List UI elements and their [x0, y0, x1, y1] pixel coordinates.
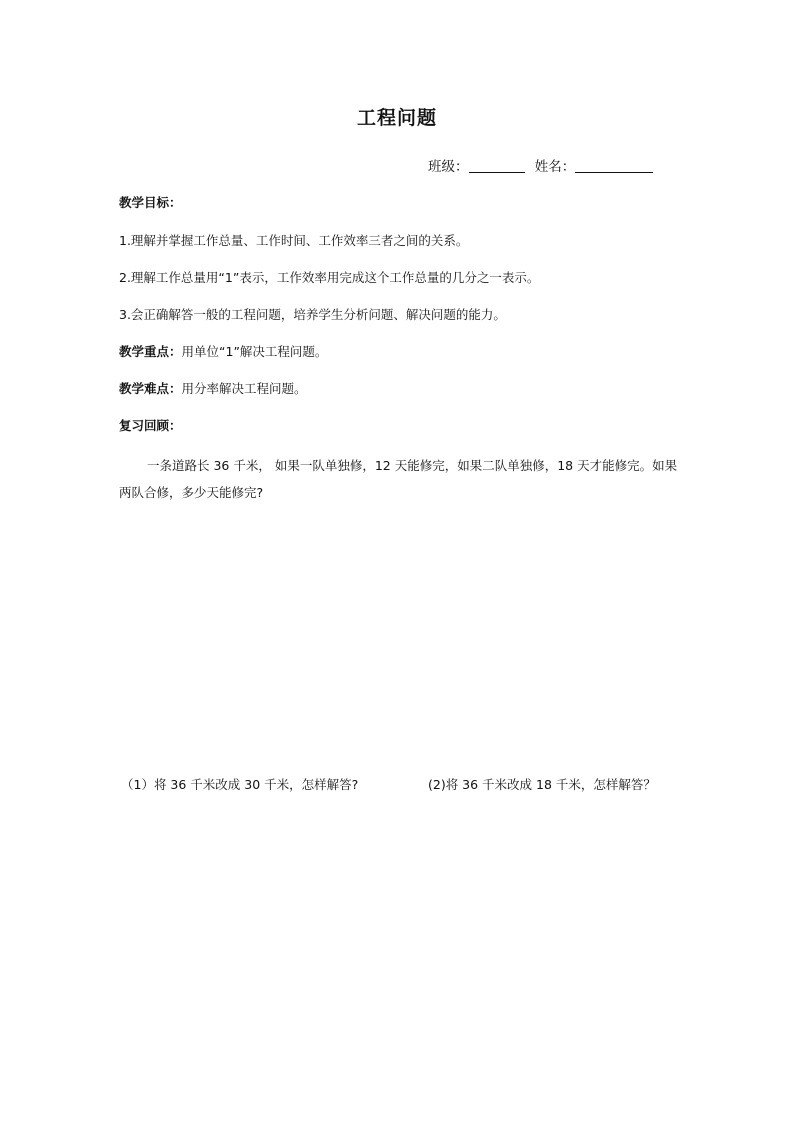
difficulty	[119, 379, 307, 397]
page-title: 工程问题	[356, 107, 437, 129]
name-blank	[575, 158, 653, 173]
key-point-text: 用单位“1”解决工程问题。	[181, 344, 328, 359]
difficulty-text: 用分率解决工程问题。	[181, 381, 307, 396]
key-point-label: 教学重点：	[119, 344, 182, 359]
review-problem: 一条道路长 36 千米， 如果一队单独修，12 天能修完，如果二队单独修，18 天才能修完。如果两队合修，多少天能修完?	[119, 458, 678, 500]
objective-item-3: 3.会正确解答一般的工程问题，培养学生分析问题、解决问题的能力。	[119, 307, 506, 322]
student-info	[428, 155, 653, 175]
question-2: (2)将 36 千米改成 18 千米，怎样解答？	[428, 777, 656, 792]
name-label: 姓名：	[534, 159, 576, 175]
review-heading: 复习回顾：	[119, 418, 182, 433]
objective-item-1: 1.理解并掌握工作总量、工作时间、工作效率三者之间的关系。	[119, 233, 469, 248]
class-blank	[469, 158, 525, 173]
objectives-heading: 教学目标：	[119, 195, 182, 210]
objective-item-2: 2.理解工作总量用“1”表示，工作效率用完成这个工作总量的几分之一表示。	[119, 270, 540, 285]
question-1: （1）将 36 千米改成 30 千米，怎样解答?	[121, 777, 359, 792]
key-point	[119, 342, 327, 360]
difficulty-label: 教学难点：	[119, 381, 182, 396]
class-label: 班级：	[428, 159, 469, 175]
